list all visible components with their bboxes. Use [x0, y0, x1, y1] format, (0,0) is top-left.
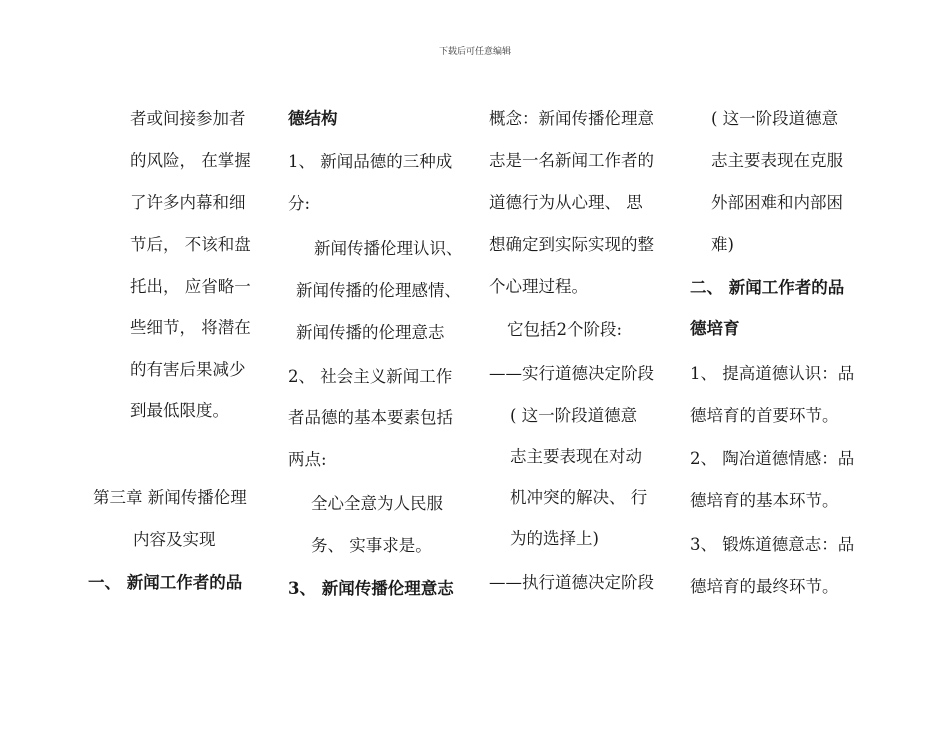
numbered-item: 2、 社会主义新闻工作	[288, 367, 453, 386]
text-line: 的有害后果减少	[130, 360, 246, 379]
text-line: 志主要表现在克服	[711, 151, 843, 170]
numbered-item: 1、 提高道德认识：品	[690, 364, 855, 383]
text-line: 概念：新闻传播伦理意	[489, 109, 654, 128]
text-line: 志是一名新闻工作者的	[489, 151, 654, 170]
text-line: 机冲突的解决、 行	[510, 488, 648, 507]
text-line: 些细节， 将潜在	[130, 318, 251, 337]
text-line: 新闻传播的伦理意志	[296, 323, 445, 342]
section-heading: 二、 新闻工作者的品	[690, 278, 845, 297]
text-line: ( 这一阶段道德意	[711, 109, 839, 128]
text-line: 新闻传播伦理认识、	[314, 239, 463, 258]
text-line: 全心全意为人民服	[311, 494, 443, 513]
numbered-item: 3、 锻炼道德意志：品	[690, 535, 855, 554]
text-line: 为的选择上)	[510, 529, 599, 548]
text-line: 者品德的基本要素包括	[288, 408, 453, 427]
numbered-item: 3、 新闻传播伦理意志	[288, 579, 454, 598]
stage-item: ——实行道德决定阶段	[489, 364, 654, 383]
text-line: 道德行为从心理、 思	[489, 193, 643, 212]
text-line: 分:	[288, 194, 311, 213]
text-line: 了许多内幕和细	[130, 193, 246, 212]
text-line: 两点:	[288, 450, 327, 469]
numbered-item: 2、 陶冶道德情感：品	[690, 449, 855, 468]
chapter-title-cont: 内容及实现	[133, 530, 216, 549]
chapter-title: 第三章 新闻传播伦理	[93, 488, 247, 507]
text-line: 德培育的最终环节。	[690, 577, 839, 596]
text-line: 德培育的基本环节。	[690, 491, 839, 510]
text-line: 它包括2个阶段:	[507, 320, 623, 339]
text-line: 外部困难和内部困	[711, 193, 843, 212]
text-line: 的风险， 在掌握	[130, 151, 251, 170]
text-line: 新闻传播的伦理感情、	[296, 281, 461, 300]
text-line: 志主要表现在对动	[510, 447, 642, 466]
text-line: 节后， 不该和盘	[130, 235, 251, 254]
text-line: ( 这一阶段道德意	[510, 406, 638, 425]
text-line: 个心理过程。	[489, 277, 588, 296]
text-line: 者或间接参加者	[130, 109, 246, 128]
text-line: 德培育的首要环节。	[690, 406, 839, 425]
section-heading-cont: 德结构	[288, 109, 338, 128]
text-line: 务、 实事求是。	[311, 536, 432, 555]
stage-item: ——执行道德决定阶段	[489, 573, 654, 592]
text-line: 托出， 应省略一	[130, 277, 251, 296]
text-line: 到最低限度。	[130, 401, 229, 420]
numbered-item: 1、 新闻品德的三种成	[288, 152, 453, 171]
page-header-note: 下载后可任意编辑	[438, 47, 511, 57]
text-line: 难)	[711, 235, 734, 254]
section-heading: 一、 新闻工作者的品	[88, 573, 243, 592]
section-heading-cont: 德培育	[690, 319, 740, 338]
text-line: 想确定到实际实现的整	[489, 235, 654, 254]
